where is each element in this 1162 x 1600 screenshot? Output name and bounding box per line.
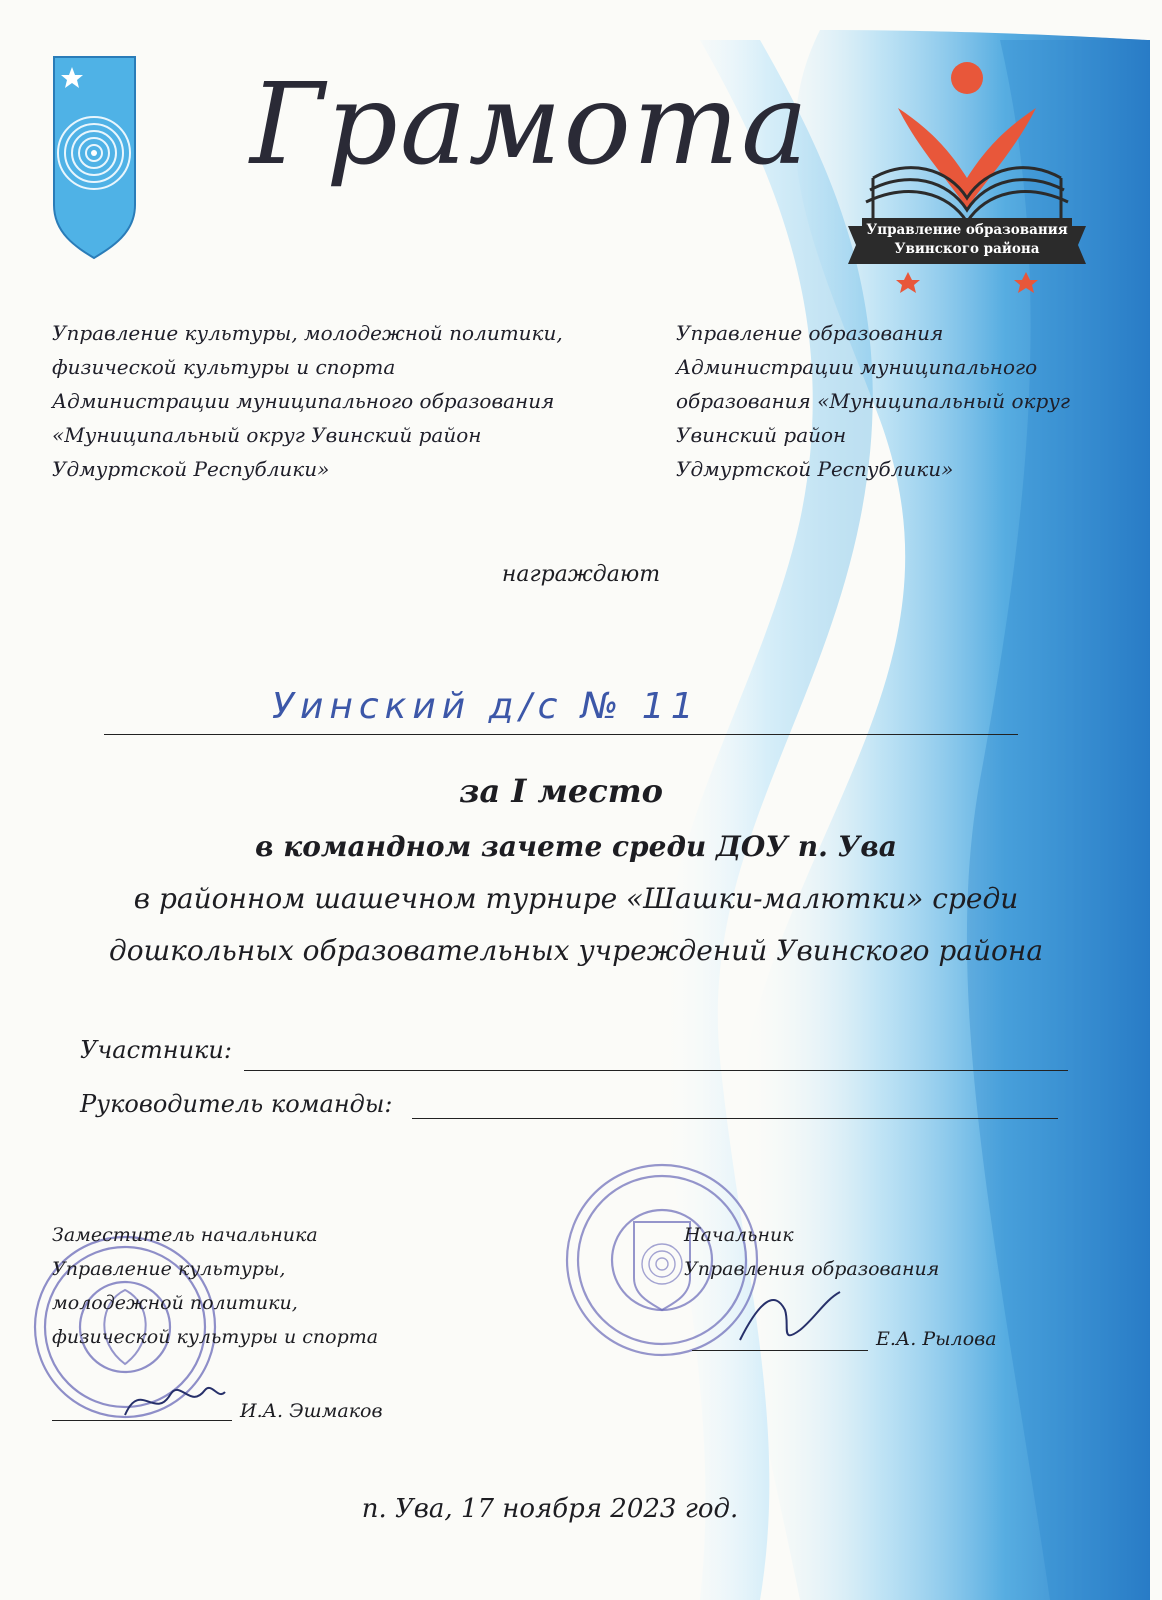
- award-description-1: в районном шашечном турнире «Шашки-малютки» среди: [133, 882, 1019, 915]
- issuer-right: Управление образования Администрации муниципального образования «Муниципальный округ Увинский район Удмуртской Республики»: [676, 321, 1070, 481]
- awardee-handwritten: Уинский д/с № 11: [272, 686, 700, 727]
- award-verb: награждают: [501, 562, 661, 587]
- signer-left-name: И.А. Эшмаков: [240, 1400, 383, 1422]
- signer-right-name: Е.А. Рылова: [876, 1328, 997, 1350]
- logo-text-line2: Увинского района: [894, 241, 1040, 257]
- education-logo: [848, 58, 1086, 296]
- leader-line: [412, 1118, 1058, 1119]
- coat-of-arms-icon: [52, 55, 137, 260]
- participants-line: [244, 1070, 1068, 1071]
- award-place: за I место: [459, 772, 663, 810]
- footer-place-date: п. Ува, 17 ноября 2023 год.: [361, 1494, 739, 1524]
- award-category: в командном зачете среди ДОУ п. Ува: [255, 830, 897, 863]
- signature-left-icon: [120, 1370, 230, 1430]
- leader-label: Руководитель команды:: [80, 1090, 393, 1118]
- signer-right-title: Начальник Управления образования: [684, 1224, 940, 1280]
- award-description-2: дошкольных образовательных учреждений Увинского района: [108, 934, 1044, 967]
- issuer-left: Управление культуры, молодежной политики, физической культуры и спорта Администрации муниципального образования «Муниципальный округ Увинский район Удмуртской Республики»: [52, 321, 563, 481]
- participants-label: Участники:: [80, 1036, 232, 1064]
- signer-left-title: Заместитель начальника Управление культуры, молодежной политики, физической культуры и спорта: [52, 1224, 379, 1348]
- book-emblem-icon: [848, 58, 1086, 296]
- logo-text-line1: Управление образования: [866, 222, 1068, 238]
- page-title: Грамота: [250, 60, 810, 190]
- signature-right-icon: [730, 1280, 850, 1360]
- awardee-underline: [104, 734, 1018, 735]
